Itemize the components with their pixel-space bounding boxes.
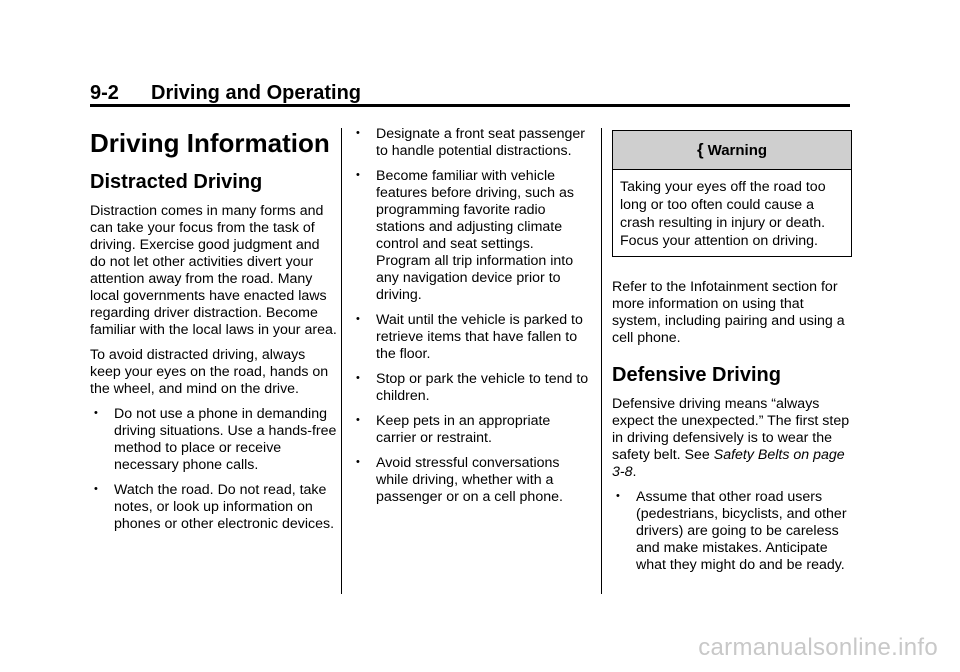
bullet-icon: • <box>356 456 360 468</box>
paragraph-text: . <box>632 464 637 480</box>
cross-reference-link[interactable]: Safety Belts on page 3-8 <box>612 447 845 480</box>
warning-text: Taking your eyes off the road too long or too often could cause a crash resulting in injury or death. Focus your attention on driving. <box>620 179 826 249</box>
bullet-list <box>352 126 590 506</box>
warning-title: Warning <box>707 142 768 159</box>
list-item <box>352 455 590 506</box>
column-1 <box>90 126 338 541</box>
list-item-text: Watch the road. Do not read, take notes, or look up information on phones or other electronic devices. <box>114 482 335 532</box>
column-divider-2 <box>601 128 602 594</box>
bullet-icon: • <box>356 313 360 325</box>
bullet-icon: • <box>616 490 620 502</box>
list-item <box>90 406 338 474</box>
list-item <box>352 126 590 160</box>
list-item-text: Become familiar with vehicle features before driving, such as programming favorite radio stations and adjusting climate control and seat settings. Program all trip information into any navigation device prior to driving. <box>376 168 574 303</box>
bullet-icon: • <box>94 483 98 495</box>
paragraph-text: Defensive driving means “always expect the unexpected.” The first step in driving defensively is to wear the safety belt. See <box>612 396 850 463</box>
list-item <box>612 489 852 574</box>
paragraph: Refer to the Infotainment section for more information on using that system, including pairing and using a cell phone. <box>612 279 845 346</box>
list-item <box>352 413 590 447</box>
list-item <box>352 168 590 304</box>
bullet-icon: • <box>356 414 360 426</box>
page-title: Driving Information <box>90 128 330 158</box>
list-item <box>352 371 590 405</box>
list-item-text: Stop or park the vehicle to tend to children. <box>376 371 589 404</box>
list-item-text: Assume that other road users (pedestrians, bicyclists, and other drivers) are going to be careless and make mistakes. Anticipate what they might do and be ready. <box>636 489 847 573</box>
list-item <box>352 312 590 363</box>
list-item-text: Do not use a phone in demanding driving situations. Use a hands-free method to place or receive necessary phone calls. <box>114 406 337 473</box>
page-header <box>90 82 850 106</box>
column-2 <box>352 126 590 514</box>
paragraph: Distraction comes in many forms and can take your focus from the task of driving. Exercise good judgment and do not let other activities divert your attention away from the road. Many local governments have enacted laws regarding driver distraction. Become familiar with the local laws in your area. <box>90 203 337 338</box>
list-item <box>90 482 338 533</box>
heading-defensive-driving: Defensive Driving <box>612 364 781 386</box>
list-item-text: Keep pets in an appropriate carrier or restraint. <box>376 413 551 446</box>
section-title: Driving and Operating <box>151 82 362 104</box>
heading-distracted-driving: Distracted Driving <box>90 171 263 193</box>
list-item-text: Wait until the vehicle is parked to retrieve items that have fallen to the floor. <box>376 312 583 362</box>
paragraph: To avoid distracted driving, always keep your eyes on the road, hands on the wheel, and mind on the drive. <box>90 347 329 397</box>
bullet-icon: • <box>356 372 360 384</box>
column-3 <box>612 130 852 582</box>
column-divider-1 <box>341 128 342 594</box>
warning-icon: { <box>696 140 704 159</box>
bullet-icon: • <box>356 169 360 181</box>
warning-box <box>612 130 852 257</box>
header-rule <box>90 104 850 107</box>
warning-header <box>613 131 851 170</box>
paragraph <box>612 396 852 481</box>
list-item-text: Avoid stressful conversations while driving, whether with a passenger or on a cell phone. <box>376 455 563 505</box>
bullet-icon: • <box>94 407 98 419</box>
list-item-text: Designate a front seat passenger to handle potential distractions. <box>376 126 586 159</box>
watermark: carmanualsonline.info <box>698 634 938 661</box>
bullet-icon: • <box>356 127 360 139</box>
bullet-list <box>90 406 338 533</box>
page-number: 9-2 <box>90 82 119 104</box>
bullet-list <box>612 489 852 574</box>
